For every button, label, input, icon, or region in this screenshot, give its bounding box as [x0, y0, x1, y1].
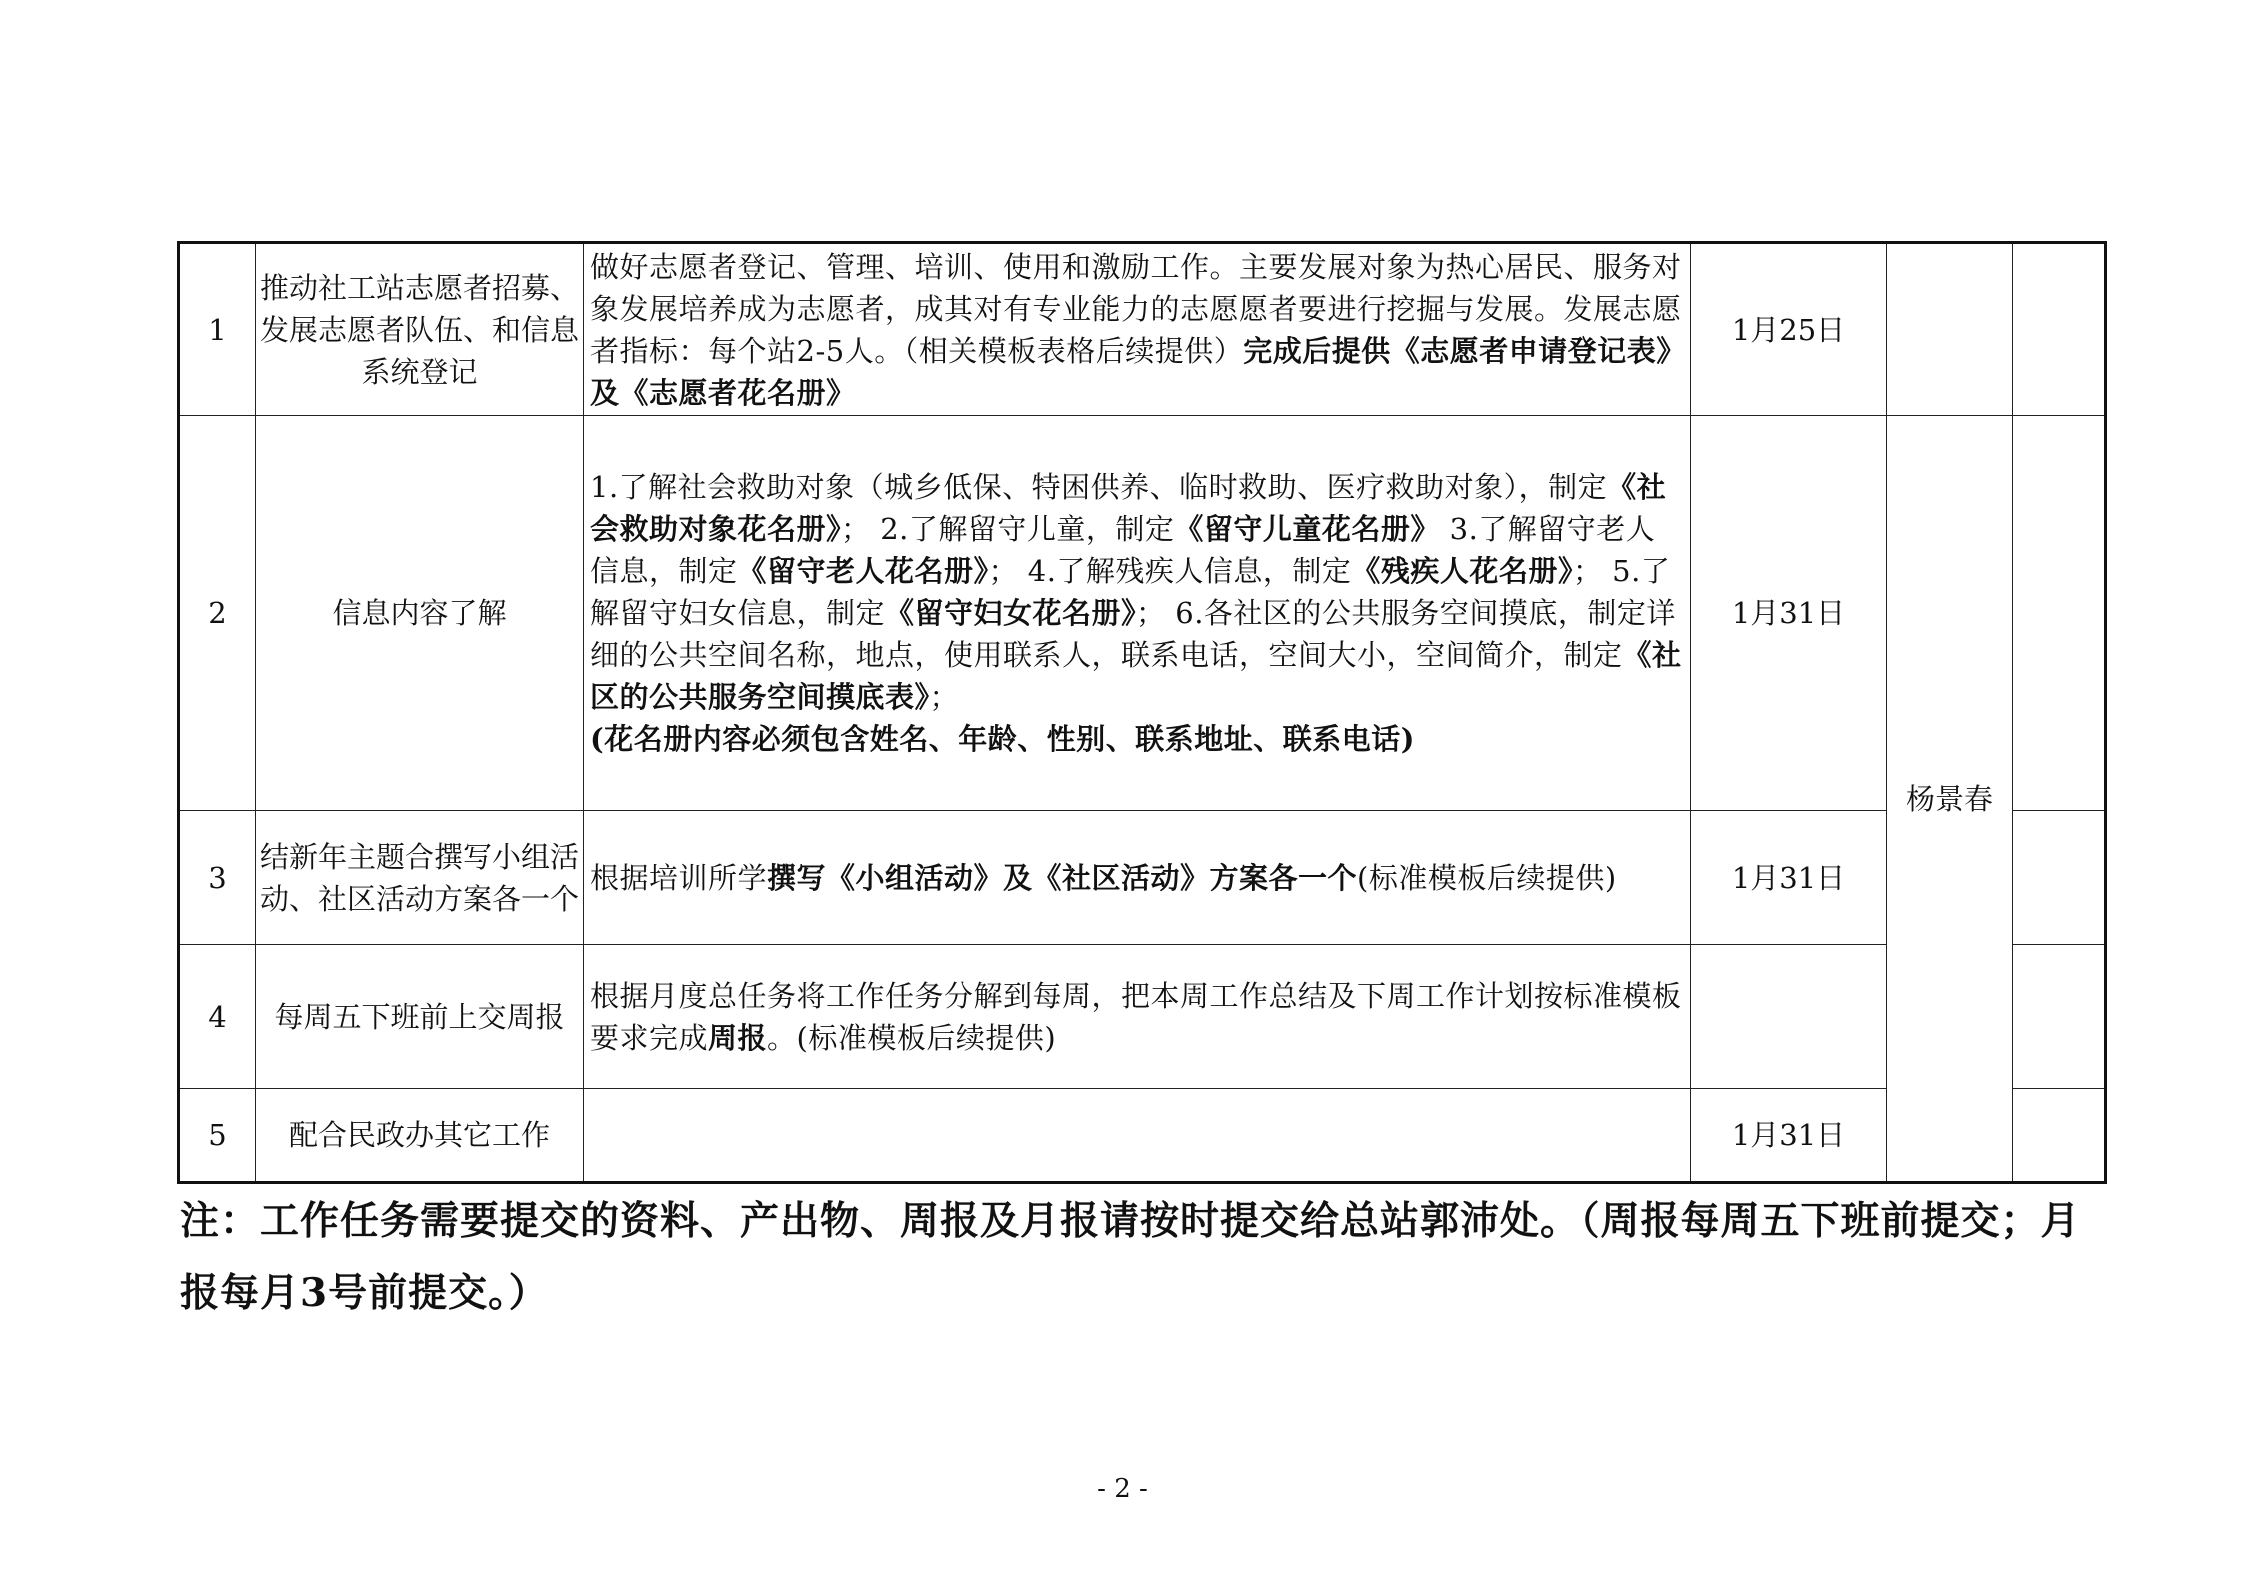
- table-row: [179, 945, 2106, 1089]
- content-text: 做好志愿者登记、管理、培训、使用和激励工作。主要发展对象为热心居民、服务对象发展培养成为志愿者，成其对有专业能力的志愿愿者要进行挖掘与发展。发展志愿者指标：每个站2-5人。（相关模板表格后续提供）: [590, 249, 1682, 368]
- remark-cell: [2013, 1089, 2106, 1183]
- task-content: [584, 1089, 1691, 1183]
- table-row: [179, 243, 2106, 416]
- row-number: 3: [179, 811, 256, 945]
- content-emphasis: 《留守妇女花名册》: [885, 596, 1137, 630]
- due-date: 1月31日: [1691, 416, 1887, 811]
- content-emphasis: 《社会救助对象花名册》: [590, 470, 1667, 546]
- table-row: [179, 1089, 2106, 1183]
- task-content: [584, 945, 1691, 1089]
- content-emphasis: 《留守儿童花名册》: [1174, 512, 1440, 546]
- content-text: ； 4.了解残疾人信息，制定: [988, 554, 1352, 588]
- task-name: 结新年主题合撰写小组活动、社区活动方案各一个: [256, 811, 584, 945]
- table-row: [179, 416, 2106, 811]
- content-emphasis: 《留守老人花名册》: [737, 554, 989, 588]
- task-table: [177, 241, 2107, 1184]
- task-name: 信息内容了解: [256, 416, 584, 811]
- content-segments: [590, 466, 1684, 718]
- row-number: 2: [179, 416, 256, 811]
- content-text: ；: [929, 680, 960, 714]
- task-content: [584, 416, 1691, 811]
- task-name: 配合民政办其它工作: [256, 1089, 584, 1183]
- owner-cell-empty: [1887, 243, 2013, 416]
- content-emphasis: 撰写《小组活动》及《社区活动》方案各一个: [767, 860, 1358, 895]
- row-number: 1: [179, 243, 256, 416]
- task-content: [584, 243, 1691, 416]
- page-number: - 2 -: [1097, 1474, 1148, 1504]
- content-emphasis: 周报: [708, 1020, 768, 1055]
- due-date: [1691, 945, 1887, 1089]
- content-text: 根据月度总任务将工作任务分解到每周，把本周工作总结及下周工作计划按标准模板要求完成: [590, 978, 1682, 1055]
- row-number: 4: [179, 945, 256, 1089]
- content-text: 1.了解社会救助对象（城乡低保、特困供养、临时救助、医疗救助对象），制定: [590, 470, 1608, 504]
- remark-cell: [2013, 243, 2106, 416]
- row-number: 5: [179, 1089, 256, 1183]
- task-content: [584, 811, 1691, 945]
- content-text: ； 6.各社区的公共服务空间摸底，制定详细的公共空间名称，地点，使用联系人，联系电话，空间大小，空间简介，制定: [590, 596, 1676, 672]
- content-emphasis: 《社区的公共服务空间摸底表》: [590, 638, 1682, 714]
- due-date: 1月31日: [1691, 811, 1887, 945]
- task-name: 推动社工站志愿者招募、发展志愿者队伍、和信息系统登记: [256, 243, 584, 416]
- remark-cell: [2013, 811, 2106, 945]
- remark-cell: [2013, 945, 2106, 1089]
- content-text: ； 5.了解留守妇女信息，制定: [590, 554, 1671, 630]
- table-row: [179, 811, 2106, 945]
- due-date: 1月31日: [1691, 1089, 1887, 1183]
- content-text: (标准模板后续提供): [1357, 860, 1617, 895]
- content-text: 根据培训所学: [590, 860, 768, 895]
- content-emphasis: 《残疾人花名册》: [1351, 554, 1573, 588]
- footnote: 注：工作任务需要提交的资料、产出物、周报及月报请按时提交给总站郭沛处。（周报每周五下班前提交；月报每月3号前提交。）: [180, 1198, 2081, 1316]
- content-emphasis: 完成后提供《志愿者申请登记表》及《志愿者花名册》: [590, 333, 1672, 410]
- content-note: (花名册内容必须包含姓名、年龄、性别、联系地址、联系电话): [590, 722, 1415, 756]
- task-name: 每周五下班前上交周报: [256, 945, 584, 1089]
- content-text: ； 2.了解留守儿童，制定: [841, 512, 1175, 546]
- content-text: 。(标准模板后续提供): [767, 1020, 1057, 1055]
- owner-cell: 杨景春: [1887, 416, 2013, 1183]
- content-text: 3.了解留守老人信息，制定: [590, 512, 1656, 588]
- due-date: 1月25日: [1691, 243, 1887, 416]
- remark-cell: [2013, 416, 2106, 811]
